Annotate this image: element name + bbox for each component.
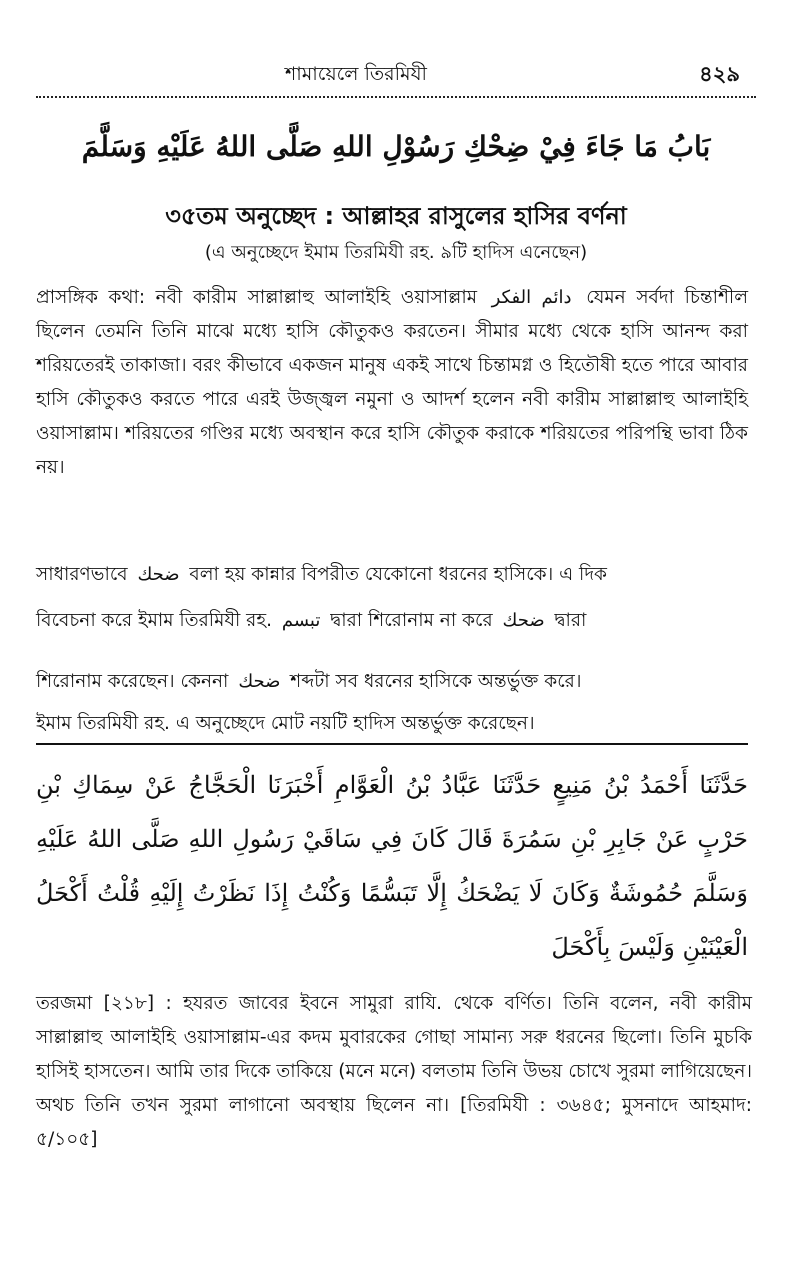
page-header	[36, 52, 756, 98]
arabic-word-dahik: ضحك	[502, 610, 545, 631]
definition-text-start: সাধারণভাবে	[36, 564, 128, 585]
reason-text-middle: দ্বারা শিরোনাম না করে	[330, 610, 493, 631]
arabic-phrase: دائم الفكر	[491, 287, 572, 308]
definition-line	[36, 558, 748, 592]
hadith-count-line: ইমাম তিরমিযী রহ. এ অনুচ্ছেদে মোট নয়টি হাদিস অন্তর্ভুক্ত করেছেন।	[36, 713, 535, 734]
arabic-word-dahik: ضحك	[137, 564, 180, 585]
running-title: শামায়েলে তিরমিযী	[285, 63, 427, 85]
explanation-text-end: শব্দটা সব ধরনের হাসিকে অন্তর্ভুক্ত করে।	[290, 671, 582, 692]
arabic-word-dahik: ضحك	[238, 671, 281, 692]
definition-text-end: বলা হয় কান্নার বিপরীত যেকোনো ধরনের হাসিকে। এ দিক	[189, 564, 607, 585]
hadith-arabic-text: حَدَّثَنَا أَحْمَدُ بْنُ مَنِيعٍ حَدَّثَنَا عَبَّادُ بْنُ الْعَوَّامِ أَخْبَرَنَا الْحَجَّاجُ عَنْ سِمَاكِ بْنِ حَرْبٍ عَنْ جَابِرِ بْنِ سَمُرَةَ قَالَ كَانَ فِي سَاقَيْ رَسُولِ اللهِ صَلَّى اللهُ عَلَيْهِ وَسَلَّمَ حُمُوشَةٌ وَكَانَ لَا يَضْحَكُ إِلَّا تَبَسُّمًا وَكُنْتُ إِذَا نَظَرْتُ إِلَيْهِ قُلْتُ أَكْحَلُ الْعَيْنَيْنِ وَلَيْسَ بِأَكْحَلَ	[36, 771, 748, 961]
arabic-word-tabassum: تبسم	[281, 610, 321, 631]
header-divider	[36, 96, 756, 98]
chapter-subtitle: (এ অনুচ্ছেদে ইমাম তিরমিযী রহ. ৯টি হাদিস এনেছেন)	[204, 242, 588, 263]
explanation-text-start: শিরোনাম করেছেন। কেননা	[36, 671, 229, 692]
intro-text-rest: যেমন সর্বদা চিন্তাশীল ছিলেন তেমনি তিনি মাঝে মধ্যে হাসি কৌতুকও করতেন। সীমার মধ্যে থেকে হাসি আনন্দ করা শরিয়তেরই তাকাজা। বরং কীভাবে একজন মানুষ একই সাথে চিন্তামগ্ন ও হিতৌষী হতে পারে আবার হাসি কৌতুকও করতে পারে এরই উজ্জ্বল নমুনা ও আদর্শ হলেন নবী কারীম সাল্লাল্লাহু আলাইহি ওয়াসাল্লাম। শরিয়তের গণ্ডির মধ্যে অবস্থান করে হাসি কৌতুক করাকে শরিয়তের পরিপন্থি ভাবা ঠিক নয়।	[36, 287, 748, 478]
page-number: ৪২৯	[699, 62, 740, 86]
chapter-arabic-heading: بَابُ مَا جَاءَ فِيْ ضِحْكِ رَسُوْلِ اللهِ صَلَّى اللهُ عَلَيْهِ وَسَلَّمَ	[81, 130, 711, 163]
title-reason-line	[36, 604, 748, 638]
hadith-translation: তরজমা [২১৮] : হযরত জাবের ইবনে সামুরা রাযি. থেকে বর্ণিত। তিনি বলেন, নবী কারীম সাল্লাল্লাহু আলাইহি ওয়াসাল্লাম-এর কদম মুবারকের গোছা সামান্য সরু ধরনের ছিলো। তিনি মুচকি হাসিই হাসতেন। আমি তার দিকে তাকিয়ে (মনে মনে) বলতাম তিনি উভয় চোখে সুরমা লাগিয়েছেন। অথচ তিনি তখন সুরমা লাগানো অবস্থায় ছিলেন না। [তিরমিযী : ৩৬৪৫; মুসনাদে আহমাদ: ৫/১০৫]	[36, 993, 752, 1150]
reason-text-end: দ্বারা	[554, 610, 587, 631]
reason-text-start: বিবেচনা করে ইমাম তিরমিযী রহ.	[36, 610, 272, 631]
section-divider	[36, 743, 748, 745]
title-explanation-line	[36, 665, 748, 699]
intro-text-start: প্রাসঙ্গিক কথা: নবী কারীম সাল্লাল্লাহু আলাইহি ওয়াসাল্লাম	[36, 287, 477, 308]
chapter-title: ৩৫তম অনুচ্ছেদ : আল্লাহর রাসুলের হাসির বর্ণনা	[165, 202, 627, 230]
intro-paragraph	[36, 281, 748, 485]
